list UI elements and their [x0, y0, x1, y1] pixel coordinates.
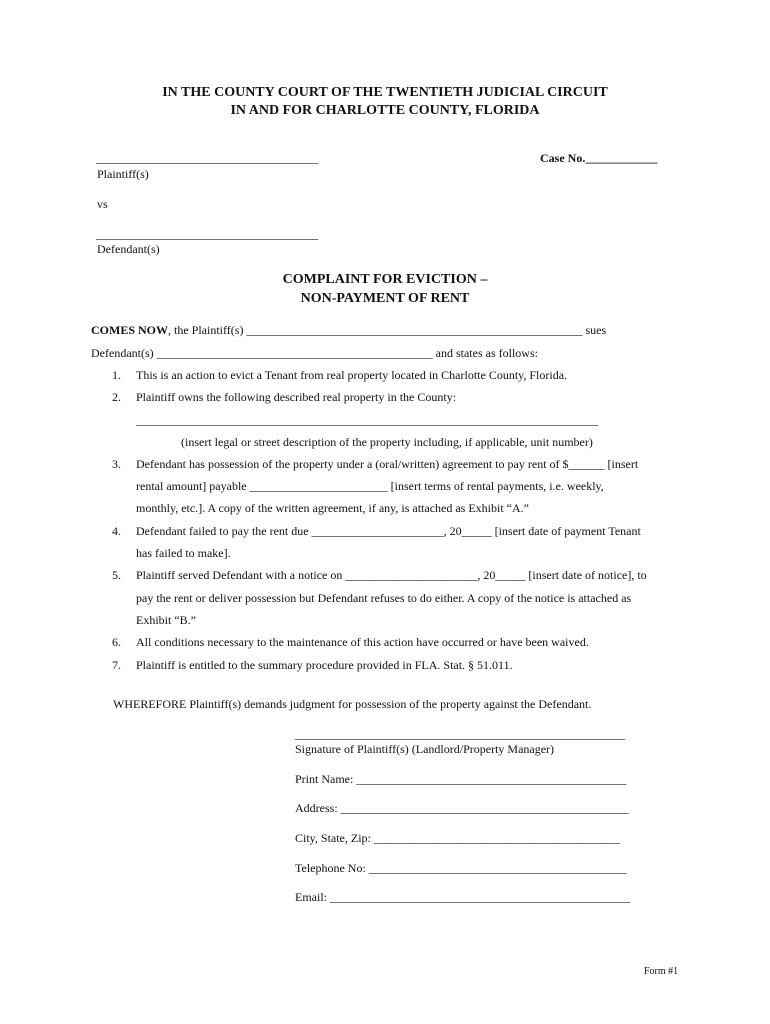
plaintiff-blank[interactable]: _____________________________________ — [96, 151, 318, 165]
signature-blank[interactable]: _______________________________________________________ — [295, 727, 625, 741]
item-3-text-line2: rental amount] payable _______________________ [insert terms of rental payments, i.e. weekly, — [136, 479, 604, 493]
form-number: Form #1 — [644, 966, 679, 977]
item-1-number: 1. — [112, 368, 121, 382]
address-field[interactable]: Address: ________________________________________________ — [295, 801, 629, 815]
item-4-text-line1: Defendant failed to pay the rent due ______________________, 20_____ [insert date of payment Tenant — [136, 524, 641, 538]
item-4-text-line2: has failed to make]. — [136, 546, 231, 560]
print-name-field[interactable]: Print Name: _____________________________________________ — [295, 772, 627, 786]
item-6-text: All conditions necessary to the maintenance of this action have occurred or have been waived. — [136, 635, 589, 649]
item-3-number: 3. — [112, 457, 121, 471]
comes-now-label: COMES NOW — [91, 323, 169, 337]
item-4-number: 4. — [112, 524, 121, 538]
item-6-number: 6. — [112, 635, 121, 649]
city-state-zip-field[interactable]: City, State, Zip: _________________________________________ — [295, 831, 620, 845]
item-3-text-line1: Defendant has possession of the property under a (oral/written) agreement to pay rent of $______ [insert — [136, 457, 639, 471]
complaint-title-line2: NON-PAYMENT OF RENT — [300, 291, 470, 306]
item-7-text: Plaintiff is entitled to the summary procedure provided in FLA. Stat. § 51.011. — [136, 658, 513, 672]
intro-line1 — [91, 322, 606, 338]
defendant-blank[interactable]: _____________________________________ — [96, 227, 318, 241]
telephone-field[interactable]: Telephone No: ___________________________________________ — [295, 861, 627, 875]
item-2-text: Plaintiff owns the following described real property in the County: — [136, 390, 457, 404]
case-number-field[interactable]: Case No.____________ — [540, 151, 658, 165]
intro-line2: Defendant(s) ______________________________________________ and states as follows: — [91, 346, 538, 360]
court-heading-line1: IN THE COUNTY COURT OF THE TWENTIETH JUDICIAL CIRCUIT — [162, 85, 608, 100]
wherefore-clause: WHEREFORE Plaintiff(s) demands judgment for possession of the property against the Defendant. — [113, 697, 592, 711]
defendant-label: Defendant(s) — [97, 242, 160, 256]
item-1-text: This is an action to evict a Tenant from real property located in Charlotte County, Florida. — [136, 368, 568, 382]
item-2-number: 2. — [112, 390, 121, 404]
item-5-number: 5. — [112, 568, 121, 582]
item-7-number: 7. — [112, 658, 121, 672]
item-3-text-line3: monthly, etc.]. A copy of the written agreement, if any, is attached as Exhibit “A.” — [136, 501, 529, 515]
item-5-text-line3: Exhibit “B.” — [136, 613, 196, 627]
complaint-title-line1: COMPLAINT FOR EVICTION – — [282, 272, 488, 287]
versus-label: vs — [97, 197, 108, 211]
item-5-text-line2: pay the rent or deliver possession but Defendant refuses to do either. A copy of the notice is attached as — [136, 591, 632, 605]
court-heading-line2: IN AND FOR CHARLOTTE COUNTY, FLORIDA — [230, 103, 540, 118]
signature-label: Signature of Plaintiff(s) (Landlord/Property Manager) — [295, 742, 555, 756]
item-5-text-line1: Plaintiff served Defendant with a notice on ______________________, 20_____ [insert date of notice], to — [136, 568, 647, 582]
property-description-note: (insert legal or street description of the property including, if applicable, unit number) — [181, 435, 593, 449]
intro-plaintiff-text: , the Plaintiff(s) ________________________________________________________ sues — [168, 323, 607, 337]
email-field[interactable]: Email: __________________________________________________ — [295, 890, 630, 904]
plaintiff-label: Plaintiff(s) — [97, 167, 149, 181]
property-description-blank[interactable]: _____________________________________________________________________________ — [136, 413, 598, 427]
